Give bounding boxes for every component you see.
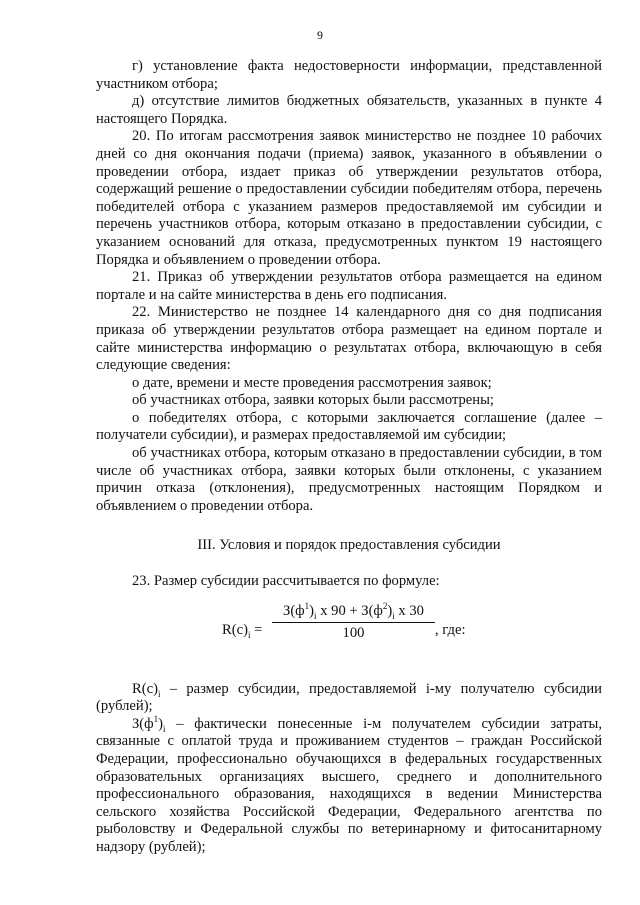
formula <box>96 600 602 663</box>
definition-zf1: $З(ф^1)_i$ – фактически понесенные i-м получателем субсидии затраты, связанные с оплатой труда и проживанием студентов – граждан Российской Федерации, профессионально обучающихся в федеральных государственных образовательных организациях высшего, среднего и дополнительного профессионального образования, находящихся в ведении Министерства сельского хозяйства Российской Федерации, Федерального агентства по рыболовству и Федеральной службы по ветеринарному и фитосанитарному надзору (рублей); <box>96 713 602 855</box>
page-number: 9 <box>317 28 323 42</box>
paragraph-22-item-4: об участниках отбора, которым отказано в предоставлении субсидии, в том числе об участниках отбора, заявки которых были отклонены, с указанием причин отказа (отклонения), предусмотренных настоящим Порядком и объявлением о проведении отбора. <box>96 445 602 514</box>
formula-intro: 23. Размер субсидии рассчитывается по формуле: <box>132 573 440 590</box>
formula-tail: , где: <box>435 621 466 638</box>
paragraph-item-g: г) установление факта недостоверности информации, представленной участником отбора; <box>96 58 602 92</box>
formula-fraction <box>272 600 435 643</box>
paragraph-22-item-2: об участниках отбора, заявки которых были рассмотрены; <box>132 392 494 409</box>
paragraph-21: 21. Приказ об утверждении результатов отбора размещается на едином портале и на сайте министерства в день его подписания. <box>96 269 602 303</box>
formula-numerator: $З(ф^1)_i$ x $90 + З(ф^2)_i$ x 30 <box>283 600 424 621</box>
formula-lhs: $R(c)_i$ = <box>222 621 263 640</box>
paragraph-item-d: д) отсутствие лимитов бюджетных обязательств, указанных в пункте 4 настоящего Порядка. <box>96 93 602 127</box>
definition-rc: $R(c)_i$ – размер субсидии, предоставляемой i-му получателю субсидии (рублей); <box>96 680 602 715</box>
document-body <box>96 58 602 857</box>
formula-denominator: 100 <box>342 625 365 642</box>
paragraph-22: 22. Министерство не позднее 14 календарного дня со дня подписания приказа об утверждении результатов отбора размещает на едином портале и сайте министерства информацию о результатах отбора, включающую в себя следующие сведения: <box>96 304 602 374</box>
paragraph-22-item-1: о дате, времени и месте проведения рассмотрения заявок; <box>132 374 492 391</box>
section-heading: III. Условия и порядок предоставления субсидии <box>197 537 501 554</box>
paragraph-20: 20. По итогам рассмотрения заявок министерство не позднее 10 рабочих дней со дня окончания подачи (приема) заявок, указанного в объявлении о проведении отбора, издает приказ об утверждении результатов отбора, содержащий решение о предоставлении субсидии победителям отбора, перечень победителей отбора с указанием размеров предоставляемой им субсидии и перечень участников отбора, которым отказано в предоставлении субсидии, с указанием оснований для отказа, предусмотренных пунктом 19 настоящего Порядка и объявлением о проведении отбора. <box>96 128 602 268</box>
paragraph-22-item-3: о победителях отбора, с которыми заключается соглашение (далее – получатели субсидии), и размерах предоставляемой им субсидии; <box>96 409 602 444</box>
